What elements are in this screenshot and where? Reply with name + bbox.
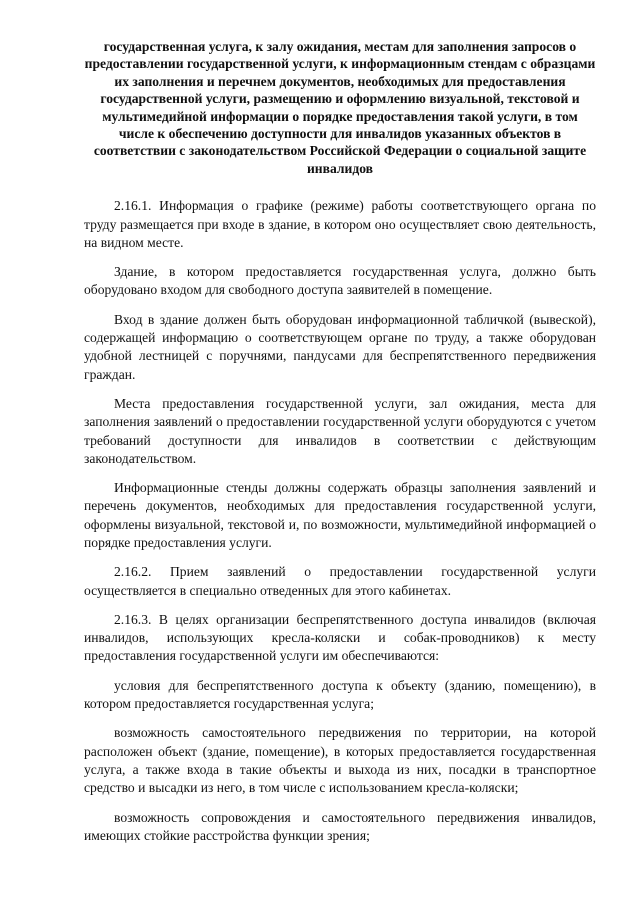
paragraph-access-conditions: условия для беспрепятственного доступа к объекту (зданию, помещению), в котором предоставляется государственная услуга; — [84, 677, 596, 712]
paragraph-2-16-1: 2.16.1. Информация о графике (режиме) работы соответствующего органа по труду размещается при входе в здание, в котором оно осуществляет свою деятельность, на видном месте. — [84, 198, 596, 250]
paragraph-info-stands: Информационные стенды должны содержать образцы заполнения заявлений и перечень документов, необходимых для предоставления государственной услуги, оформлены визуальной, текстовой и, по возможности, мультимедийной информацией о порядке предоставления услуги. — [84, 480, 596, 550]
paragraph-movement-possibility: возможность самостоятельного передвижения по территории, на которой расположен объект (здание, помещение), в которых предоставляется государственная услуга, а также входа в такие объекты и выхода из них, посадки в транспортное средство и высадки из него, в том числе с использованием кресла-коляски; — [84, 725, 596, 796]
document-page — [84, 38, 596, 856]
paragraph-escort-possibility: возможность сопровождения и самостоятельного передвижения инвалидов, имеющих стойкие расстройства функции зрения; — [84, 809, 596, 843]
paragraph-entrance-sign: Вход в здание должен быть оборудован информационной табличкой (вывеской), содержащей информацию о соответствующем органе по труду, а также оборудован удобной лестницей с поручнями, пандусами для беспрепятственного передвижения граждан. — [84, 311, 596, 382]
section-heading: государственная услуга, к залу ожидания, местам для заполнения запросов о предоставлении государственной услуги, к информационным стендам с образцами их заполнения и перечнем документов, необходимых для предоставления государственной услуги, размещению и оформлению визуальной, текстовой и мультимедийной информации о порядке предоставления такой услуги, в том числе к обеспечению доступности для инвалидов указанных объектов в соответствии с законодательством Российской Федерации о социальной защите инвалидов — [84, 39, 596, 176]
paragraph-2-16-2: 2.16.2. Прием заявлений о предоставлении государственной услуги осуществляется в специально отведенных для этого кабинетах. — [84, 564, 596, 598]
paragraph-building-entrance: Здание, в котором предоставляется государственная услуга, должно быть оборудовано входом для свободного доступа заявителей в помещение. — [84, 264, 596, 298]
paragraph-service-places: Места предоставления государственной услуги, зал ожидания, места для заполнения заявлений о предоставлении государственной услуги оборудуются с учетом требований доступности для инвалидов в соответствии с действующим законодательством. — [84, 395, 596, 466]
paragraph-2-16-3: 2.16.3. В целях организации беспрепятственного доступа инвалидов (включая инвалидов, использующих кресла-коляски и собак-проводников) к месту предоставления государственной услуги им обеспечиваются: — [84, 611, 596, 664]
